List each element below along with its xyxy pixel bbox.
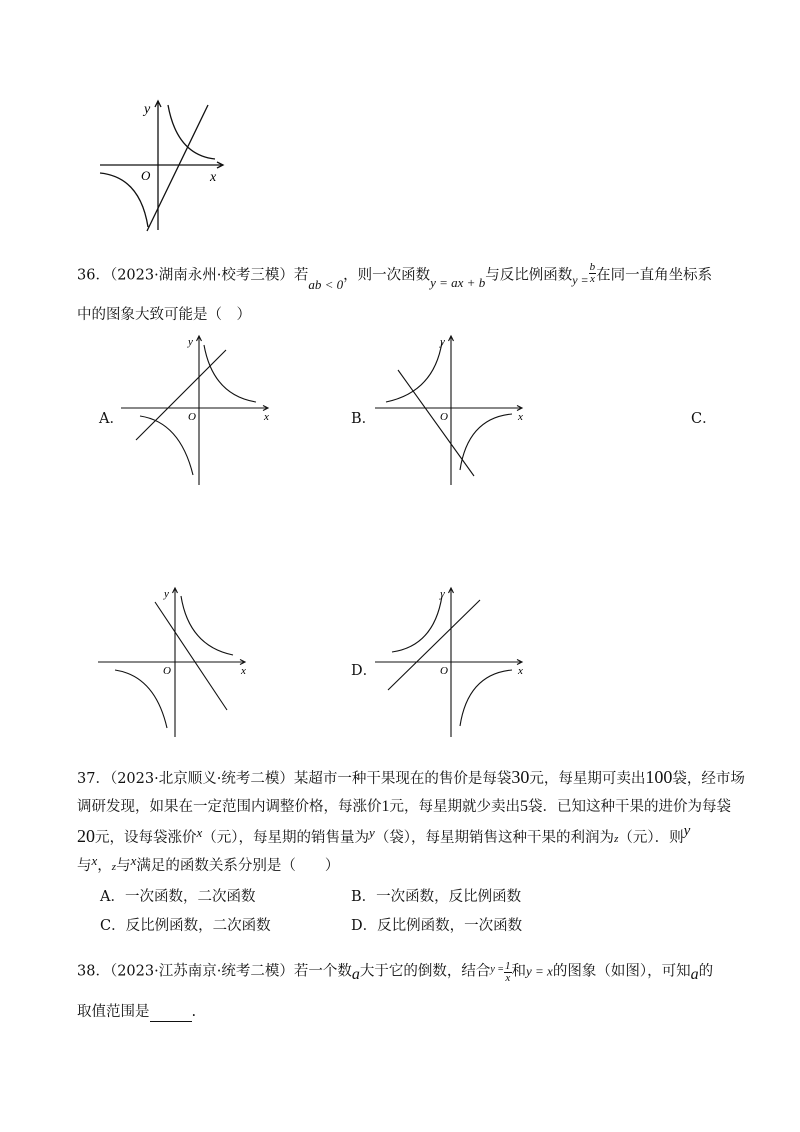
- q37-choice-b: B．一次函数，反比例函数: [351, 889, 522, 905]
- q37-var-y: y: [369, 825, 375, 840]
- q36-text: 若: [293, 267, 309, 284]
- q37-decrease: 5: [520, 798, 528, 815]
- q38-recip-fraction: [504, 961, 512, 984]
- q37-text: 元，设每袋涨价: [95, 830, 197, 846]
- option-a-label: A．: [99, 411, 124, 427]
- hyperbola-upper: [181, 596, 233, 655]
- q37-line3: [77, 823, 691, 849]
- q38-line2: [77, 1002, 196, 1022]
- hyperbola-lower-right: [460, 670, 512, 726]
- q38-var-a: a: [690, 965, 699, 983]
- option-a-graph: [118, 330, 278, 490]
- q37-number: 37．: [77, 771, 110, 787]
- q36-recip-lhs: y =: [572, 272, 589, 287]
- y-axis-label: y: [440, 336, 445, 348]
- answer-blank[interactable]: [150, 1007, 192, 1022]
- q37-text: ，: [97, 858, 112, 874]
- linear-line: [155, 602, 227, 710]
- fraction-numerator: 1: [505, 960, 511, 972]
- option-c-graph: [95, 582, 255, 742]
- q38-line1: [77, 960, 713, 984]
- hyperbola-lower: [115, 670, 167, 728]
- q37-choice-d: D．反比例函数，一次函数: [351, 918, 523, 934]
- option-b-graph: [372, 330, 532, 490]
- linear-line: [136, 350, 226, 440]
- q36-text: ，则一次函数: [343, 267, 431, 284]
- q38-text: 的图象（如图），可知: [552, 963, 691, 980]
- q37-var-z: z: [111, 861, 117, 873]
- origin-label: O: [440, 665, 448, 677]
- option-d-graph: [372, 582, 532, 742]
- option-c-label: C．: [691, 411, 717, 427]
- q37-var-y: y: [683, 823, 691, 839]
- q38-text: 取值范围是: [77, 1004, 150, 1020]
- q37-line1: [77, 767, 745, 789]
- hyperbola-lower: [140, 416, 193, 475]
- q36-source: （2023·湖南永州·校考三模）: [109, 267, 294, 284]
- y-axis-label: y: [144, 102, 151, 117]
- q37-var-x: x: [130, 853, 137, 868]
- q37-var-z: z: [614, 833, 619, 845]
- q37-text: （元）．则: [618, 830, 684, 846]
- q38-source: （2023·江苏南京·统考二模）: [109, 963, 294, 980]
- q38-text: 若一个数: [293, 963, 352, 980]
- hyperbola-lower-right: [460, 414, 512, 470]
- q37-line4: [77, 853, 340, 877]
- hyperbola-upper-left: [392, 596, 442, 652]
- x-axis-label: x: [518, 411, 523, 423]
- q36-recip-fraction: [589, 262, 597, 285]
- q38-text: 大于它的倒数，结合: [359, 963, 491, 980]
- q37-text: 袋．已知这种干果的进价为每袋: [528, 799, 731, 815]
- x-axis-label: x: [518, 665, 523, 677]
- linear-line: [388, 600, 480, 690]
- hyperbola-upper: [204, 345, 256, 402]
- q36-linear-eq: y = ax + b: [430, 274, 486, 290]
- q37-text: 袋，经市场: [672, 771, 745, 787]
- q36-line2: 中的图象大致可能是（ ）: [77, 307, 251, 323]
- q37-choice-c: C．反比例函数，二次函数: [100, 918, 271, 934]
- q36-line1: [77, 261, 713, 292]
- q38-number: 38．: [77, 963, 110, 980]
- x-axis-label: x: [210, 170, 217, 185]
- q37-text: 元，每星期可卖出: [529, 771, 646, 787]
- q36-text: 在同一直角坐标系: [596, 267, 713, 284]
- option-d-label: D．: [351, 663, 378, 679]
- origin-label: O: [440, 411, 448, 423]
- fraction-denominator: x: [589, 273, 595, 285]
- q37-line2: [77, 797, 731, 817]
- linear-line: [398, 370, 474, 476]
- x-axis-label: x: [241, 665, 246, 677]
- q37-var-x: x: [91, 853, 98, 868]
- origin-label: O: [188, 411, 196, 423]
- linear-function-line: [147, 105, 208, 231]
- q37-text: 与: [77, 858, 92, 874]
- q37-increment: 1: [381, 798, 390, 815]
- q37-var-x: x: [196, 825, 203, 840]
- x-axis-label: x: [264, 411, 269, 423]
- q38-text: 和: [511, 963, 527, 980]
- q37-cost: 20: [77, 826, 95, 846]
- origin-label: O: [141, 168, 151, 183]
- q37-choice-a: A．一次函数，二次函数: [100, 889, 256, 905]
- y-axis-label: y: [188, 336, 193, 348]
- q37-text: 调研发现，如果在一定范围内调整价格，每涨价: [77, 799, 382, 815]
- q37-text: 与: [116, 858, 131, 874]
- q38-recip-lhs: y =: [490, 963, 505, 975]
- fraction-numerator: b: [589, 261, 596, 273]
- q37-text: （袋），每星期销售这种干果的利润为: [374, 830, 615, 846]
- q37-quantity: 100: [645, 767, 673, 787]
- y-axis-label: y: [164, 588, 169, 600]
- fraction-denominator: x: [505, 972, 511, 984]
- q37-price: 30: [511, 767, 530, 787]
- q38-text: .: [191, 1004, 197, 1020]
- q37-text: 某超市一种干果现在的售价是每袋: [293, 771, 512, 787]
- q37-text: （元），每星期的销售量为: [202, 830, 370, 846]
- q38-line-eq: y = x: [526, 963, 553, 979]
- q37-text: 元，每星期就少卖出: [389, 799, 520, 815]
- hyperbola-branch-upper: [168, 105, 215, 159]
- q37-text: 满足的函数关系分别是（ ）: [136, 858, 340, 874]
- q36-text: 与反比例函数: [485, 267, 573, 284]
- option-b-label: B．: [351, 411, 377, 427]
- q36-number: 36．: [77, 267, 110, 284]
- top-graph: [95, 95, 230, 235]
- q36-condition: ab < 0: [308, 276, 344, 292]
- q38-var-a: a: [351, 965, 360, 983]
- y-axis-label: y: [440, 588, 445, 600]
- origin-label: O: [163, 665, 171, 677]
- q38-text: 的: [698, 963, 714, 980]
- q37-source: （2023·北京顺义·统考二模）: [109, 771, 294, 787]
